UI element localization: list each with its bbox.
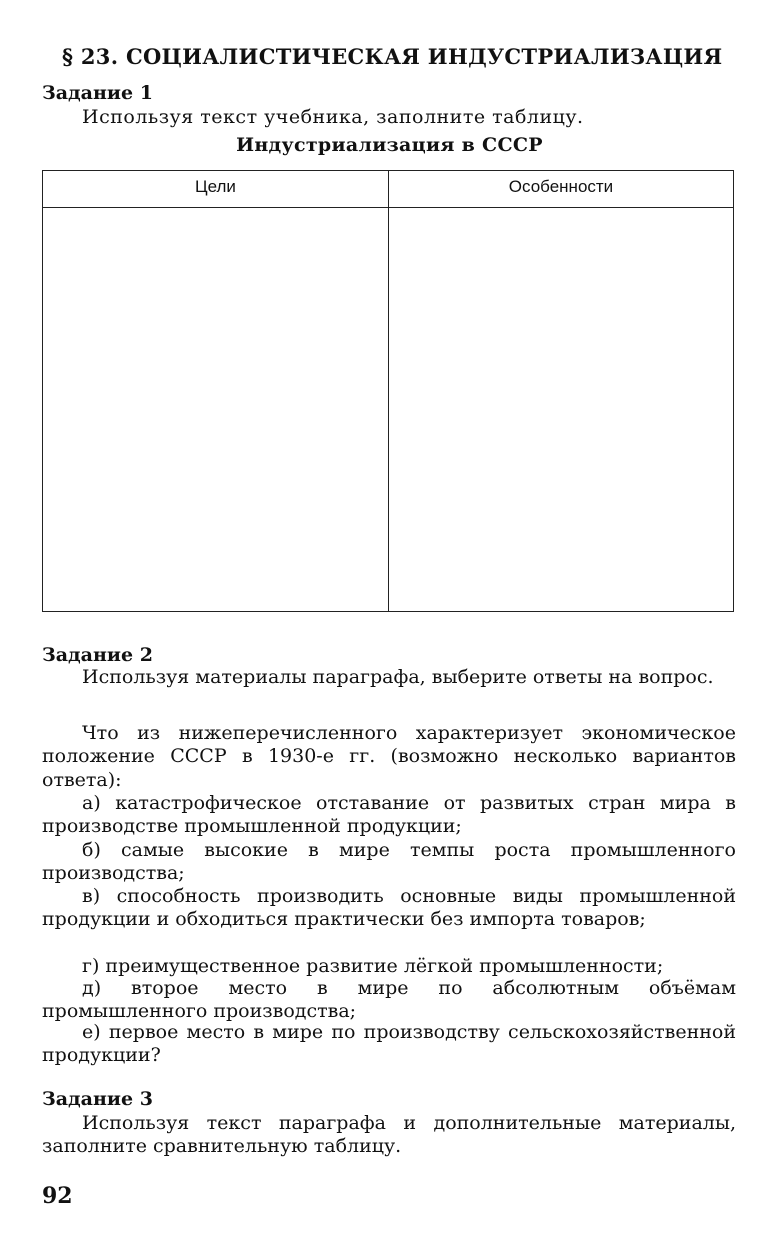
task-2-question-text: Что из нижеперечисленного характеризует экономическое положение СССР в 1930-е гг. (возможно несколько вариантов ответа): (42, 722, 736, 791)
task-1-heading: Задание 1 (42, 82, 153, 104)
table-cell-goals[interactable] (43, 209, 388, 611)
task-2-option-f (42, 1021, 736, 1068)
table-cell-features[interactable] (390, 209, 733, 611)
table-title: Индустриализация в СССР (236, 134, 543, 156)
task-2-instruction-text: Используя материалы параграфа, выберите ответы на вопрос. (82, 666, 714, 688)
table-header-goals: Цели (195, 177, 236, 196)
task-2-option-a (42, 792, 736, 839)
task-2-question (42, 722, 736, 792)
option-text: в) способность производить основные виды промышленной продукции и обходиться практически без импорта товаров; (42, 885, 736, 931)
industrialization-table (42, 170, 734, 612)
task-3-heading: Задание 3 (42, 1088, 153, 1110)
task-2-option-b (42, 839, 736, 886)
option-text: а) катастрофическое отставание от развитых стран мира в производстве промышленной продукции; (42, 792, 736, 838)
task-3-instruction-text: Используя текст параграфа и дополнительные материалы, заполните сравнительную таблицу. (42, 1112, 736, 1158)
task-2-option-c (42, 885, 736, 932)
table-header-divider (43, 207, 733, 208)
task-2-instruction (42, 666, 736, 689)
option-text: г) преимущественное развитие лёгкой промышленности; (82, 955, 664, 977)
task-3-instruction (42, 1112, 736, 1159)
option-text: е) первое место в мире по производству сельскохозяйственной продукции? (42, 1021, 736, 1067)
task-2-option-d (42, 955, 736, 978)
option-text: д) второе место в мире по абсолютным объёмам промышленного производства; (42, 977, 736, 1023)
task-2-heading: Задание 2 (42, 644, 153, 666)
section-title: § 23. СОЦИАЛИСТИЧЕСКАЯ ИНДУСТРИАЛИЗАЦИЯ (62, 44, 723, 69)
table-header-features: Особенности (508, 177, 614, 196)
page-number: 92 (42, 1183, 73, 1209)
task-2-option-e (42, 977, 736, 1024)
option-text: б) самые высокие в мире темпы роста промышленного производства; (42, 839, 736, 885)
task-1-instruction: Используя текст учебника, заполните таблицу. (82, 106, 584, 128)
table-column-divider (388, 171, 389, 611)
